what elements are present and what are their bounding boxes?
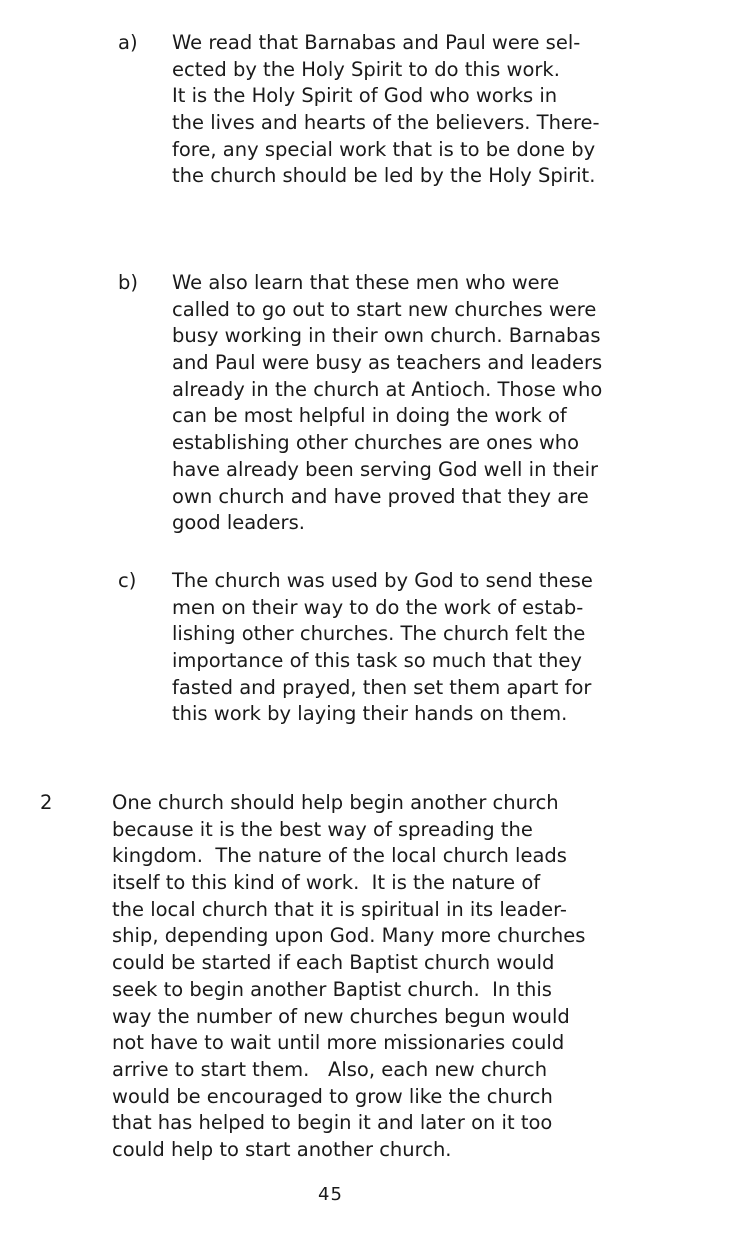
text-line: kingdom. The nature of the local church leads	[112, 844, 567, 868]
text-line: ected by the Holy Spirit to do this work.	[172, 57, 560, 81]
text-line: not have to wait until more missionaries could	[112, 1031, 565, 1055]
paragraph	[172, 568, 593, 728]
text-line: men on their way to do the work of estab-	[172, 595, 584, 619]
text-line: the church should be led by the Holy Spirit.	[172, 164, 596, 188]
text-line: ship, depending upon God. Many more churches	[112, 924, 586, 948]
text-line: could help to start another church.	[112, 1137, 452, 1161]
text-line: good leaders.	[172, 511, 305, 535]
text-line: fore, any special work that is to be done by	[172, 137, 596, 161]
paragraph	[112, 790, 585, 1164]
text-line: establishing other churches are ones who	[172, 431, 580, 455]
text-line: One church should help begin another church	[112, 791, 559, 814]
list-marker: b)	[118, 271, 138, 294]
text-line: have already been serving God well in their	[172, 457, 599, 481]
text-line: own church and have proved that they are	[172, 484, 589, 508]
list-marker: a)	[118, 31, 138, 54]
text-line: already in the church at Antioch. Those who	[172, 377, 603, 401]
text-line: We read that Barnabas and Paul were sel-	[172, 31, 581, 54]
text-line: itself to this kind of work. It is the nature of	[112, 871, 541, 895]
text-line: The church was used by God to send these	[172, 569, 593, 592]
text-line: arrive to start them. Also, each new church	[112, 1057, 548, 1081]
text-line: would be encouraged to grow like the church	[112, 1084, 553, 1108]
text-line: this work by laying their hands on them.	[172, 702, 568, 726]
page-number: 45	[318, 1184, 343, 1205]
text-line: It is the Holy Spirit of God who works in	[172, 84, 558, 108]
text-line: and Paul were busy as teachers and leaders	[172, 351, 603, 375]
text-line: importance of this task so much that they	[172, 649, 582, 673]
text-line: can be most helpful in doing the work of	[172, 404, 567, 428]
text-line: the lives and hearts of the believers. There-	[172, 111, 600, 135]
text-line: way the number of new churches begun would	[112, 1004, 570, 1028]
text-line: fasted and prayed, then set them apart for	[172, 675, 592, 699]
text-line: busy working in their own church. Barnabas	[172, 324, 601, 348]
text-line: lishing other churches. The church felt the	[172, 622, 586, 646]
text-line: that has helped to begin it and later on it too	[112, 1111, 553, 1135]
text-line: We also learn that these men who were	[172, 271, 560, 294]
paragraph	[172, 270, 602, 537]
text-line: the local church that it is spiritual in its leader-	[112, 897, 567, 921]
paragraph	[172, 30, 600, 190]
list-marker: 2	[40, 791, 53, 814]
text-line: seek to begin another Baptist church. In this	[112, 977, 552, 1001]
list-marker: c)	[118, 569, 137, 592]
text-line: called to go out to start new churches were	[172, 297, 597, 321]
text-line: because it is the best way of spreading the	[112, 817, 533, 841]
text-line: could be started if each Baptist church would	[112, 951, 555, 975]
